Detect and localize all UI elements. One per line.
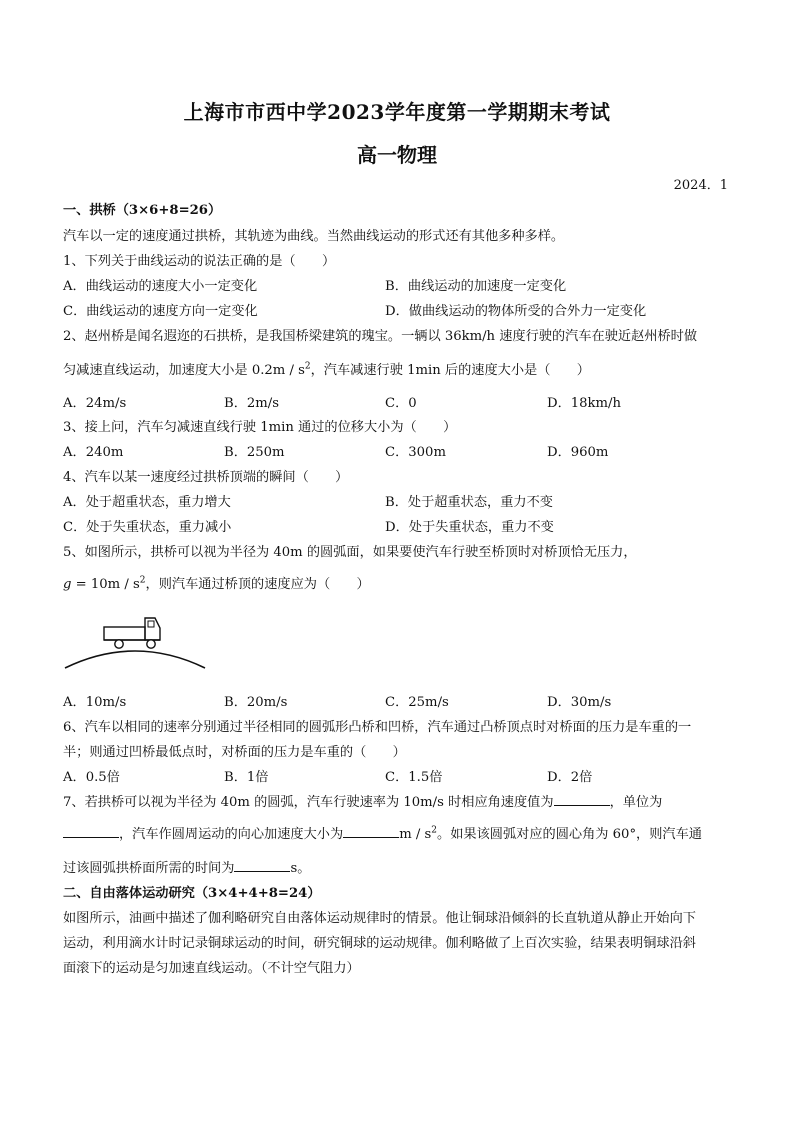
q7-blank-angular-velocity[interactable] (554, 793, 610, 806)
q1-option-d: D．做曲线运动的物体所受的合外力一定变化 (385, 304, 647, 319)
exam-title: 上海市市西中学2023学年度第一学期期末考试 (183, 100, 611, 124)
q5-option-d: D．30m/s (547, 695, 612, 710)
section2-intro-line2: 运动，利用滴水计时记录铜球运动的时间，研究铜球的运动规律。伽利略做了上百次实验，结果表明铜球沿斜 (63, 936, 696, 951)
q1-option-a: A．曲线运动的速度大小一定变化 (63, 279, 258, 294)
q2-option-a: A．24m/s (63, 396, 127, 411)
q4-option-a: A．处于超重状态，重力增大 (63, 495, 231, 510)
q7-blank-unit[interactable] (63, 825, 119, 838)
q6-line2: 半；则通过凹桥最低点时，对桥面的压力是车重的（ ） (63, 745, 406, 760)
q7-line3-part2: s。 (290, 861, 311, 876)
section2-heading: 二、自由落体运动研究（3×4+4+8=24） (63, 886, 321, 901)
exam-date: 2024．1 (673, 178, 728, 193)
q6-option-a: A．0.5倍 (63, 770, 120, 785)
q7-line3 (63, 857, 733, 876)
q3-option-c: C．300m (385, 445, 446, 460)
q5-line2 (63, 573, 733, 592)
section2-intro-line3: 面滚下的运动是匀加速直线运动。（不计空气阻力） (63, 961, 360, 976)
q1-option-c: C．曲线运动的速度方向一定变化 (63, 304, 258, 319)
q7-line2-part1: ，汽车作圆周运动的向心加速度大小为 (119, 827, 344, 842)
q7-line1 (63, 791, 733, 810)
q5-option-c: C．25m/s (385, 695, 449, 710)
q3-option-b: B．250m (224, 445, 285, 460)
truck-icon (104, 618, 160, 648)
q2-line2-part1: 匀减速直线运动，加速度大小是 0.2m / s (63, 363, 305, 378)
q6-option-c: C．1.5倍 (385, 770, 443, 785)
q7-line1-part2: ，单位为 (609, 795, 663, 810)
q6-line1: 6、汽车以相同的速率分别通过半径相同的圆弧形凸桥和凹桥，汽车通过凸桥顶点时对桥面的压力是车重的一 (63, 720, 692, 735)
q7-blank-acceleration[interactable] (343, 825, 399, 838)
q4-option-b: B．处于超重状态，重力不变 (385, 495, 553, 510)
q5-option-a: A．10m/s (63, 695, 127, 710)
q3-option-d: D．960m (547, 445, 609, 460)
section1-heading: 一、拱桥（3×6+8=26） (63, 203, 222, 218)
q7-line1-part1: 7、若拱桥可以视为半径为 40m 的圆弧，汽车行驶速率为 10m/s 时相应角速度值为 (63, 795, 554, 810)
q5-option-b: B．20m/s (224, 695, 288, 710)
exam-subtitle: 高一物理 (357, 143, 437, 167)
q3-stem: 3、接上问，汽车匀减速直线行驶 1min 通过的位移大小为（ ） (63, 420, 457, 435)
q7-exponent: 2 (431, 825, 438, 836)
q5-line2-part1: = 10m / s (71, 577, 140, 592)
q2-option-c: C．0 (385, 396, 417, 411)
q2-exponent: 2 (304, 361, 311, 372)
q3-option-a: A．240m (63, 445, 124, 460)
q6-option-d: D．2倍 (547, 770, 593, 785)
q2-option-b: B．2m/s (224, 396, 279, 411)
q7-line2 (63, 823, 733, 842)
q2-line1: 2、赵州桥是闻名遐迩的石拱桥，是我国桥梁建筑的瑰宝。一辆以 36km/h 速度行驶的汽车在驶近赵州桥时做 (63, 329, 698, 344)
q7-line3-part1: 过该圆弧拱桥面所需的时间为 (63, 861, 235, 876)
q2-option-d: D．18km/h (547, 396, 621, 411)
q7-blank-time[interactable] (234, 859, 290, 872)
q2-line2 (63, 359, 733, 378)
section2-intro-line1: 如图所示，油画中描述了伽利略研究自由落体运动规律时的情景。他让铜球沿倾斜的长直轨道从静止开始向下 (63, 911, 696, 926)
q7-line2-part2: 。如果该圆弧对应的圆心角为 60°，则汽车通 (437, 827, 702, 842)
q5-g-symbol: g (63, 577, 72, 592)
q4-stem: 4、汽车以某一速度经过拱桥顶端的瞬间（ ） (63, 470, 349, 485)
q4-option-d: D．处于失重状态，重力不变 (385, 520, 554, 535)
bridge-arc (65, 651, 205, 668)
arch-bridge-figure (63, 606, 213, 672)
q7-unit: m / s (399, 827, 432, 842)
q1-option-b: B．曲线运动的加速度一定变化 (385, 279, 567, 294)
q2-line2-part2: ，汽车减速行驶 1min 后的速度大小是（ ） (310, 363, 590, 378)
q6-option-b: B．1倍 (224, 770, 269, 785)
q5-line1: 5、如图所示，拱桥可以视为半径为 40m 的圆弧面，如果要使汽车行驶至桥顶时对桥顶恰无压力， (63, 545, 637, 560)
q5-exponent: 2 (139, 575, 146, 586)
section1-intro: 汽车以一定的速度通过拱桥，其轨迹为曲线。当然曲线运动的形式还有其他多种多样。 (63, 229, 565, 244)
q4-option-c: C．处于失重状态，重力减小 (63, 520, 232, 535)
q1-stem: 1、下列关于曲线运动的说法正确的是（ ） (63, 254, 336, 269)
q5-line2-part2: ，则汽车通过桥顶的速度应为（ ） (145, 577, 370, 592)
